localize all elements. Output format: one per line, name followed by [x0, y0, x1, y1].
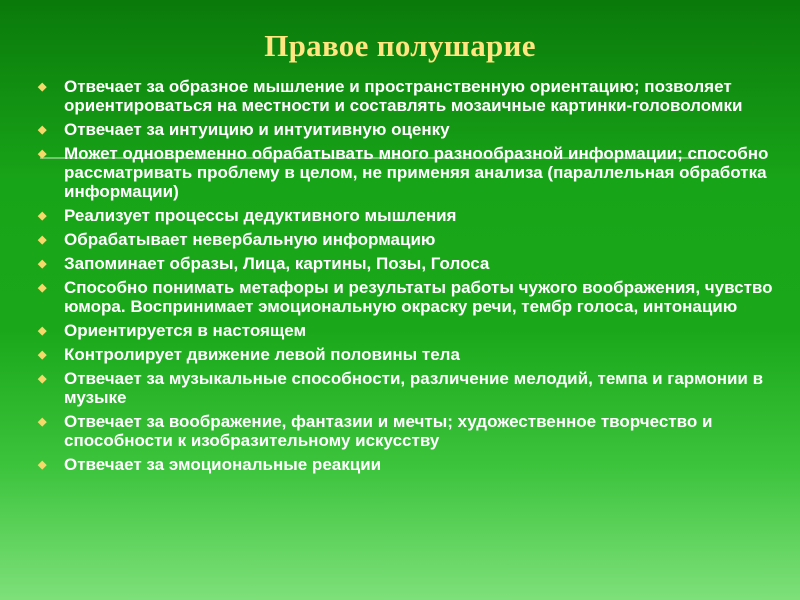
bullet-item: [38, 206, 778, 225]
bullet-text: Отвечает за образное мышление и пространственную ориентацию; позволяет ориентироваться на местности и составлять мозаичные картинки-головоломки: [64, 77, 743, 115]
bullet-item: [38, 345, 778, 364]
bullet-text: Способно понимать метафоры и результаты работы чужого воображения, чувство юмора. Воспринимает эмоциональную окраску речи, тембр голоса, интонацию: [64, 278, 773, 316]
bullet-text: Отвечает за интуицию и интуитивную оценку: [64, 120, 450, 139]
bullet-text: Отвечает за воображение, фантазии и мечты; художественное творчество и способности к изобразительному искусству: [64, 412, 713, 450]
bullet-text: Ориентируется в настоящем: [64, 321, 307, 340]
bullet-item: [38, 412, 778, 450]
bullet-diamond-icon: ◆: [38, 373, 47, 385]
slide-title: Правое полушарие: [264, 28, 536, 63]
bullet-list: [38, 77, 778, 479]
bullet-item: [38, 254, 778, 273]
bullet-diamond-icon: ◆: [38, 459, 47, 471]
bullet-diamond-icon: ◆: [38, 325, 47, 337]
bullet-text: Может одновременно обрабатывать много разнообразной информации; способно рассматривать проблему в целом, не применяя анализа (параллельная обработка информации): [64, 144, 769, 201]
bullet-diamond-icon: ◆: [38, 349, 47, 361]
bullet-text: Запоминает образы, Лица, картины, Позы, Голоса: [64, 254, 490, 273]
bullet-item: [38, 77, 778, 115]
bullet-diamond-icon: ◆: [38, 258, 47, 270]
bullet-diamond-icon: ◆: [38, 416, 47, 428]
bullet-item: [38, 455, 778, 474]
bullet-item: [38, 230, 778, 249]
bullet-diamond-icon: ◆: [38, 81, 47, 93]
bullet-text: Отвечает за эмоциональные реакции: [64, 455, 382, 474]
bullet-text: Отвечает за музыкальные способности, различение мелодий, темпа и гармонии в музыке: [64, 369, 764, 407]
bullet-item: [38, 144, 778, 201]
bullet-diamond-icon: ◆: [38, 148, 47, 160]
bullet-text: Реализует процессы дедуктивного мышления: [64, 206, 457, 225]
bullet-diamond-icon: ◆: [38, 282, 47, 294]
bullet-item: [38, 369, 778, 407]
bullet-text: Контролирует движение левой половины тела: [64, 345, 460, 364]
bullet-item: [38, 321, 778, 340]
bullet-text: Обрабатывает невербальную информацию: [64, 230, 436, 249]
bullet-diamond-icon: ◆: [38, 234, 47, 246]
bullet-diamond-icon: ◆: [38, 210, 47, 222]
bullet-diamond-icon: ◆: [38, 124, 47, 136]
bullet-item: [38, 120, 778, 139]
bullet-item: [38, 278, 778, 316]
